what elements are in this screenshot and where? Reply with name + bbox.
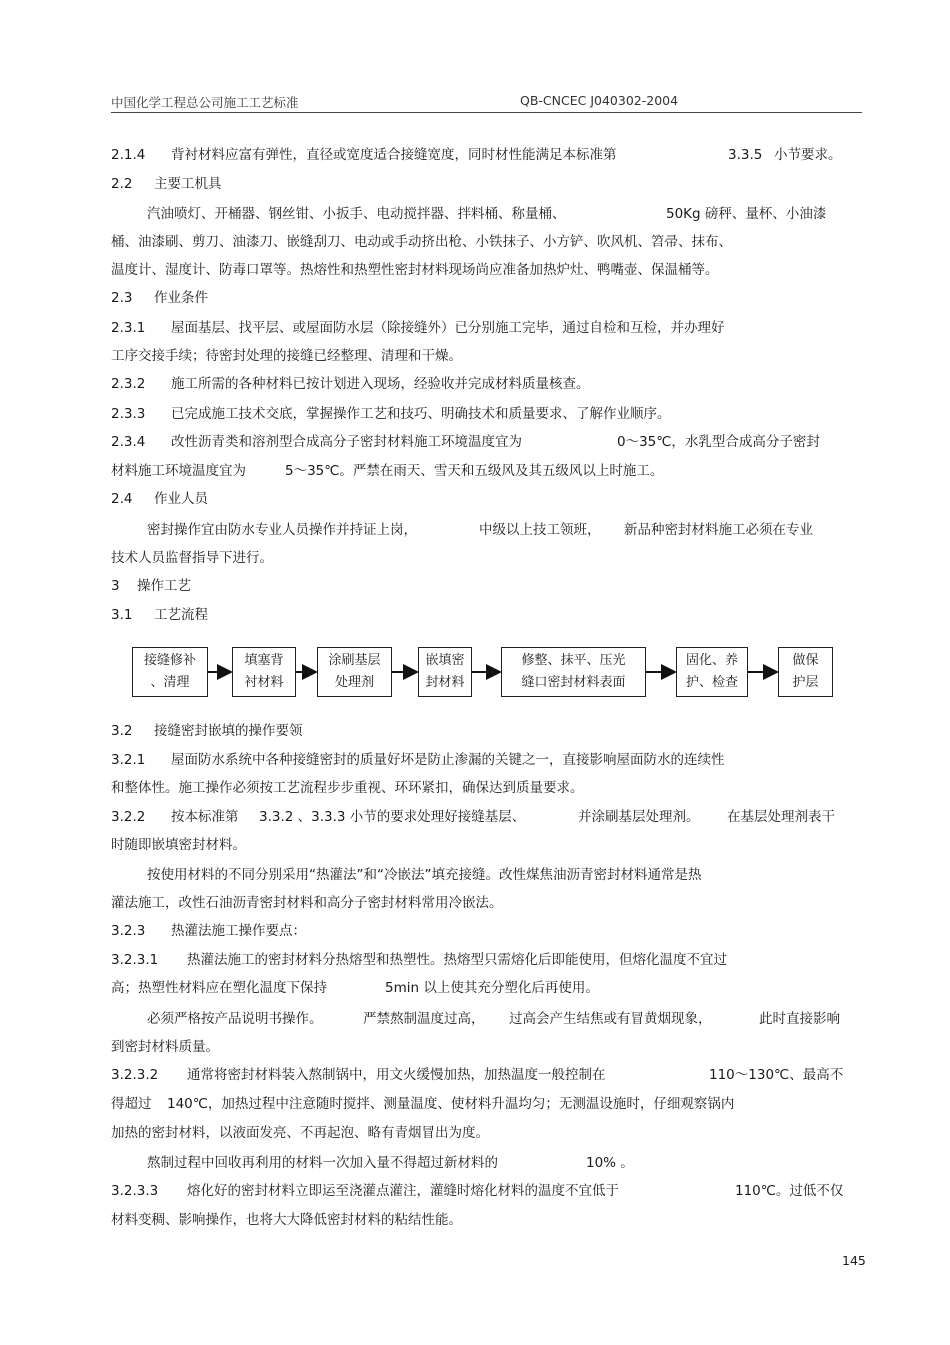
text-line-33-seg-0: 3.2.3.3 [111,1183,159,1199]
text-line-26-seg-1: 5min 以上使其充分塑化后再使用。 [385,980,599,996]
text-line-3-seg-0: 桶、油漆刷、剪刀、油漆刀、嵌缝刮刀、电动或手动挤出枪、小铁抹子、小方铲、吹风机、笤帚、抹布、 [111,234,732,250]
text-line-17-seg-0: 3.2 [111,723,133,739]
text-line-30-seg-1: 140℃，加热过程中注意随时搅拌、测量温度、使材料升温均匀；无测温设施时，仔细观察锅内 [167,1096,735,1112]
text-line-10-seg-2: 0～35℃，水乳型合成高分子密封 [617,434,820,450]
text-line-12-seg-1: 作业人员 [154,491,208,507]
flow-step-2-line1: 填塞背 [244,653,284,668]
text-line-8-seg-1: 施工所需的各种材料已按计划进入现场，经验收并完成材料质量核查。 [171,376,590,392]
header-standard-code: QB-CNCEC J040302-2004 [520,93,679,108]
text-line-14-seg-0: 技术人员监督指导下进行。 [111,550,273,566]
text-line-5-seg-0: 2.3 [111,290,133,306]
text-line-0-seg-2: 3.3.5 [728,147,763,163]
flow-step-2 [232,647,296,697]
text-line-31-seg-0: 加热的密封材料，以液面发亮、不再起泡、略有青烟冒出为度。 [111,1125,489,1141]
flow-step-4 [418,647,472,697]
flow-step-6-line2: 护、检查 [685,675,738,690]
text-line-22-seg-0: 按使用材料的不同分别采用“热灌法”和“冷嵌法”填充接缝。改性煤焦油沥青密封材料通常是热 [147,867,702,883]
header-org-title: 中国化学工程总公司施工工艺标准 [111,95,299,110]
text-line-27-seg-3: 此时直接影响 [759,1011,840,1027]
text-line-16-seg-1: 工艺流程 [154,607,208,623]
flow-step-7 [778,647,833,697]
text-line-27-seg-2: 过高会产生结焦或有冒黄烟现象， [509,1011,712,1027]
text-line-15-seg-1: 操作工艺 [137,578,191,594]
text-line-10-seg-0: 2.3.4 [111,434,146,450]
text-line-20-seg-2: 3.3.2 、3.3.3 小节的要求处理好接缝基层、 [259,809,526,825]
text-line-0-seg-0: 2.1.4 [111,147,146,163]
text-line-18-seg-0: 3.2.1 [111,752,146,768]
text-line-33-seg-1: 熔化好的密封材料立即运至浇灌点灌注，灌缝时熔化材料的温度不宜低于 [187,1183,619,1199]
flow-step-7-line1: 做保 [792,653,819,668]
page-number: 145 [842,1253,866,1268]
flow-step-5-line2: 缝口密封材料表面 [521,675,626,690]
text-line-29-seg-0: 3.2.3.2 [111,1067,159,1083]
text-line-2-seg-0: 汽油喷灯、开桶器、钢丝钳、小扳手、电动搅拌器、拌料桶、称量桶、 [147,206,566,222]
flow-step-5-line1: 修整、抹平、压光 [521,653,626,668]
text-line-23-seg-0: 灌法施工，改性石油沥青密封材料和高分子密封材料常用冷嵌法。 [111,895,503,911]
text-line-17-seg-1: 接缝密封嵌填的操作要领 [154,723,303,739]
text-line-25-seg-0: 3.2.3.1 [111,952,159,968]
text-line-13-seg-1: 中级以上技工领班， [479,522,601,538]
text-line-13-seg-0: 密封操作宜由防水专业人员操作并持证上岗， [147,522,417,538]
text-line-4-seg-0: 温度计、湿度计、防毒口罩等。热熔性和热塑性密封材料现场尚应准备加热炉灶、鸭嘴壶、保温桶等。 [111,262,719,278]
text-line-29-seg-1: 通常将密封材料装入熬制锅中，用文火缓慢加热，加热温度一般控制在 [187,1067,606,1083]
text-line-1-seg-0: 2.2 [111,176,133,192]
text-line-11-seg-0: 材料施工环境温度宜为 [111,463,246,479]
text-line-28-seg-0: 到密封材料质量。 [111,1039,219,1055]
flow-step-1-line2: 、清理 [150,675,190,690]
flow-step-6 [676,647,748,697]
text-line-1-seg-1: 主要工机具 [154,176,222,192]
text-line-30-seg-0: 得超过 [111,1096,152,1112]
text-line-9-seg-0: 2.3.3 [111,406,146,422]
text-line-0-seg-1: 背衬材料应富有弹性，直径或宽度适合接缝宽度，同时材性能满足本标准第 [171,147,617,163]
text-line-15-seg-0: 3 [111,578,120,594]
text-line-10-seg-1: 改性沥青类和溶剂型合成高分子密封材料施工环境温度宜为 [171,434,522,450]
text-line-20-seg-1: 按本标准第 [171,809,239,825]
text-line-32-seg-0: 熬制过程中回收再利用的材料一次加入量不得超过新材料的 [147,1155,498,1171]
text-line-32-seg-1: 10% 。 [586,1155,634,1171]
text-line-6-seg-0: 2.3.1 [111,320,146,336]
text-line-26-seg-0: 高；热塑性材料应在塑化温度下保持 [111,980,327,996]
text-line-2-seg-1: 50Kg 磅秤、量杯、小油漆 [666,206,827,222]
header-divider [111,112,862,113]
text-line-27-seg-0: 必须严格按产品说明书操作。 [147,1011,323,1027]
text-line-16-seg-0: 3.1 [111,607,133,623]
text-line-9-seg-1: 已完成施工技术交底，掌握操作工艺和技巧、明确技术和质量要求、了解作业顺序。 [171,406,671,422]
flow-step-5 [501,647,646,697]
text-line-19-seg-0: 和整体性。施工操作必须按工艺流程步步重视、环环紧扣，确保达到质量要求。 [111,780,584,796]
text-line-12-seg-0: 2.4 [111,491,133,507]
text-line-11-seg-1: 5～35℃。严禁在雨天、雪天和五级风及其五级风以上时施工。 [285,463,664,479]
text-line-0-seg-3: 小节要求。 [774,147,842,163]
flow-step-1-line1: 接缝修补 [143,653,196,668]
flow-step-3-line2: 处理剂 [334,675,374,690]
text-line-8-seg-0: 2.3.2 [111,376,146,392]
text-line-27-seg-1: 严禁熬制温度过高， [363,1011,485,1027]
text-line-20-seg-0: 3.2.2 [111,809,146,825]
flow-step-3 [317,647,392,697]
text-line-34-seg-0: 材料变稠、影响操作，也将大大降低密封材料的粘结性能。 [111,1212,462,1228]
text-line-13-seg-2: 新品种密封材料施工必须在专业 [624,522,813,538]
flow-step-6-line1: 固化、养 [685,653,738,668]
flow-step-1 [132,647,208,697]
text-line-18-seg-1: 屋面防水系统中各种接缝密封的质量好坏是防止渗漏的关键之一，直接影响屋面防水的连续性 [171,752,725,768]
text-line-20-seg-4: 在基层处理剂表干 [727,809,835,825]
flow-step-2-line2: 衬材料 [244,675,284,690]
text-line-7-seg-0: 工序交接手续；待密封处理的接缝已经整理、清理和干燥。 [111,348,462,364]
flow-step-4-line2: 封材料 [425,675,465,690]
text-line-20-seg-3: 并涂刷基层处理剂。 [578,809,700,825]
text-line-33-seg-2: 110℃。过低不仅 [735,1183,844,1199]
text-line-24-seg-0: 3.2.3 [111,923,146,939]
flow-step-7-line2: 护层 [792,675,819,690]
text-line-21-seg-0: 时随即嵌填密封材料。 [111,837,246,853]
text-line-5-seg-1: 作业条件 [154,290,208,306]
text-line-29-seg-2: 110～130℃、最高不 [709,1067,844,1083]
flow-step-3-line1: 涂刷基层 [328,653,381,668]
text-line-24-seg-1: 热灌法施工操作要点： [171,923,306,939]
flow-step-4-line1: 嵌填密 [425,653,465,668]
text-line-25-seg-1: 热灌法施工的密封材料分热熔型和热塑性。热熔型只需熔化后即能使用，但熔化温度不宜过 [187,952,727,968]
text-line-6-seg-1: 屋面基层、找平层、或屋面防水层（除接缝外）已分别施工完毕，通过自检和互检，并办理好 [171,320,725,336]
